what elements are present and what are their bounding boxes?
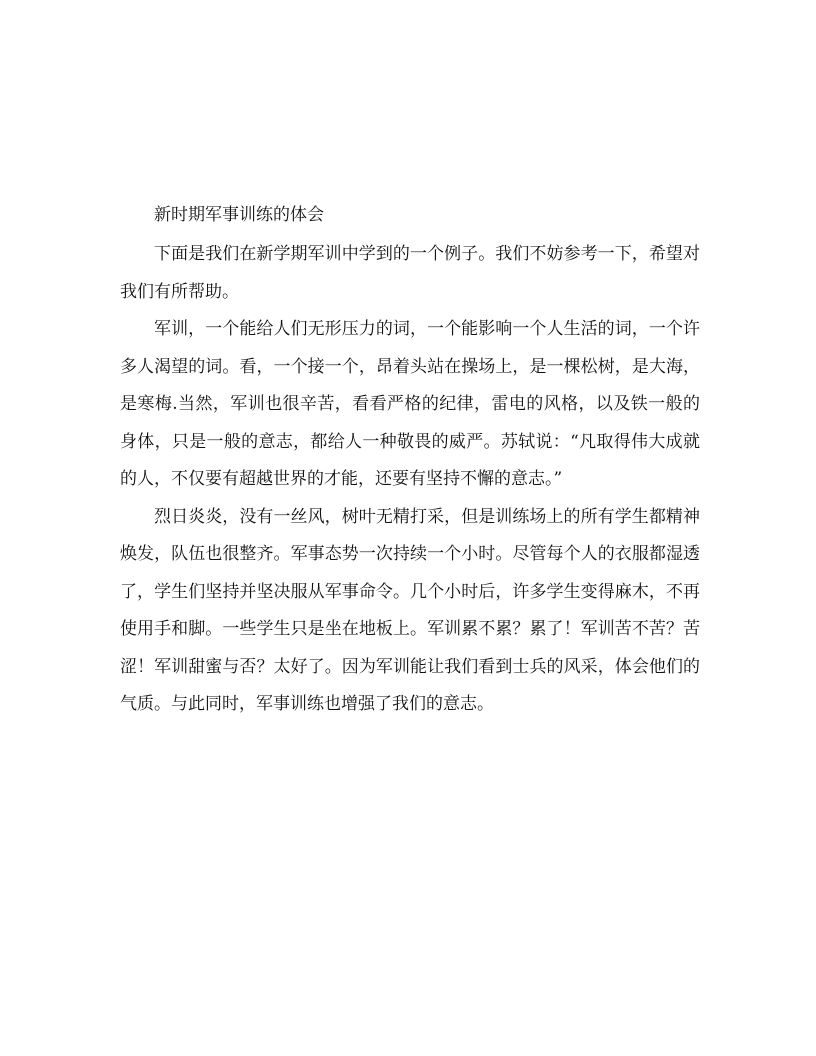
paragraph-intro: 下面是我们在新学期军训中学到的一个例子。我们不妨参考一下，希望对我们有所帮助。 [120,244,700,302]
paragraph-military-training-meaning: 军训，一个能给人们无形压力的词，一个能影响一个人生活的词，一个许多人渴望的词。看，一个接一个，昂着头站在操场上，是一棵松树，是大海，是寒梅.当然，军训也很辛苦，看看严格的纪律，雷电的风格，以及铁一般的身体，只是一般的意志，都给人一种敬畏的威严。苏轼说：“凡取得伟大成就的人，不仅要有超越世界的才能，还要有坚持不懈的意志。” [120,319,700,489]
document-title: 新时期军事训练的体会 [154,205,324,225]
paragraph-training-experience: 烈日炎炎，没有一丝风，树叶无精打采，但是训练场上的所有学生都精神焕发，队伍也很整齐。军事态势一次持续一个小时。尽管每个人的衣服都湿透了，学生们坚持并坚决服从军事命令。几个小时后，许多学生变得麻木，不再使用手和脚。一些学生只是坐在地板上。军训累不累？累了！军训苦不苦？苦涩！军训甜蜜与否？太好了。因为军训能让我们看到士兵的风采，体会他们的气质。与此同时，军事训练也增强了我们的意志。 [120,506,700,714]
document-body [120,200,700,724]
